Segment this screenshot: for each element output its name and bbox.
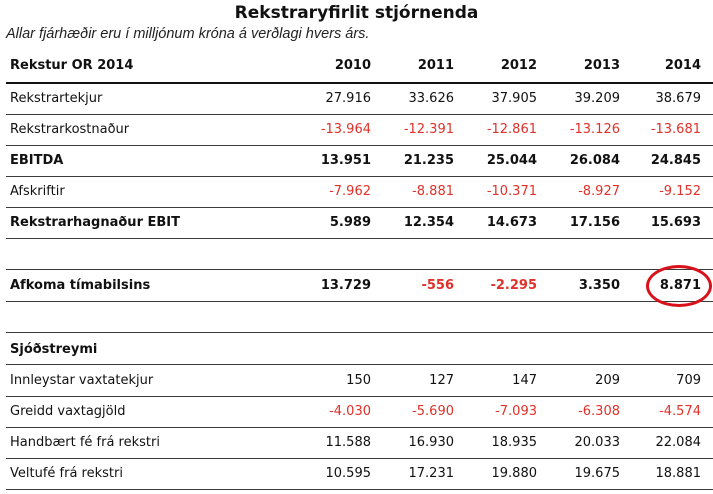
- year-2013: 2013: [583, 58, 620, 73]
- row-label: Veltufé frá rekstri: [10, 466, 123, 481]
- table-cell: -10.371: [486, 184, 537, 199]
- table-row: [0, 176, 713, 207]
- table-cell: 11.588: [325, 435, 371, 450]
- table-cell: -13.964: [320, 122, 371, 137]
- table-row: [0, 114, 713, 145]
- table-cell: 18.881: [655, 466, 701, 481]
- row-label: Afkoma tímabilsins: [10, 278, 151, 293]
- table-cell: 27.916: [325, 91, 371, 106]
- table-cell: 8.871: [659, 278, 701, 293]
- row-divider: [6, 489, 713, 490]
- table-cell: 3.350: [578, 278, 620, 293]
- table-cell: -12.861: [486, 122, 537, 137]
- row-label: Afskriftir: [10, 184, 65, 199]
- table-cell: -9.152: [659, 184, 701, 199]
- table-cell: -7.962: [329, 184, 371, 199]
- table-cell: 17.156: [569, 215, 620, 230]
- table-row: [0, 83, 713, 114]
- table-cell: -556: [421, 278, 454, 293]
- table-cell: 26.084: [569, 153, 620, 168]
- table-cell: 150: [346, 373, 371, 388]
- table-cell: 39.209: [574, 91, 620, 106]
- table-cell: 33.626: [408, 91, 454, 106]
- table-cell: -13.681: [650, 122, 701, 137]
- table-cell: -8.881: [412, 184, 454, 199]
- year-2012: 2012: [500, 58, 537, 73]
- row-label: Rekstrartekjur: [10, 91, 103, 106]
- table-cell: 24.845: [650, 153, 701, 168]
- table-cell: 21.235: [403, 153, 454, 168]
- table-cell: 18.935: [491, 435, 537, 450]
- row-divider: [6, 238, 713, 239]
- row-label: Greidd vaxtagjöld: [10, 404, 126, 419]
- table-cell: 14.673: [486, 215, 537, 230]
- table-row: [0, 365, 713, 396]
- row-divider: [6, 301, 713, 302]
- table-cell: -6.308: [578, 404, 620, 419]
- table-cell: -4.030: [329, 404, 371, 419]
- table-row: [0, 458, 713, 489]
- table-cell: 20.033: [574, 435, 620, 450]
- table-header-row: [0, 50, 713, 81]
- table-row: [0, 396, 713, 427]
- row-label: Rekstrarhagnaður EBIT: [10, 215, 180, 230]
- table-cell: 25.044: [486, 153, 537, 168]
- table-cell: 13.729: [320, 278, 371, 293]
- section-header: [0, 334, 713, 365]
- row-divider: [6, 332, 713, 333]
- page-subtitle: Allar fjárhæðir eru í milljónum króna á verðlagi hvers árs.: [6, 26, 370, 42]
- table-cell: -13.126: [569, 122, 620, 137]
- table-cell: 13.951: [320, 153, 371, 168]
- table-cell: -7.093: [495, 404, 537, 419]
- table-row: [0, 145, 713, 176]
- table-cell: 38.679: [655, 91, 701, 106]
- row-label: Innleystar vaxtatekjur: [10, 373, 154, 388]
- table-cell: -8.927: [578, 184, 620, 199]
- page-title: Rekstraryfirlit stjórnenda: [234, 3, 479, 23]
- table-cell: 147: [512, 373, 537, 388]
- row-label: EBITDA: [10, 153, 64, 168]
- table-cell: 209: [595, 373, 620, 388]
- table-cell: 709: [676, 373, 701, 388]
- table-row: [0, 270, 713, 301]
- table-row: [0, 427, 713, 458]
- table-cell: -4.574: [659, 404, 701, 419]
- table-cell: 16.930: [408, 435, 454, 450]
- table-cell: -2.295: [490, 278, 537, 293]
- table-row: [0, 207, 713, 238]
- table-cell: 12.354: [403, 215, 454, 230]
- year-2010: 2010: [334, 58, 371, 73]
- table-cell: 5.989: [329, 215, 371, 230]
- header-label: Rekstur OR 2014: [10, 58, 134, 73]
- row-label: Rekstrarkostnaður: [10, 122, 130, 137]
- table-cell: 37.905: [491, 91, 537, 106]
- table-cell: 17.231: [408, 466, 454, 481]
- year-2014: 2014: [664, 58, 701, 73]
- table-cell: 10.595: [325, 466, 371, 481]
- table-cell: 127: [429, 373, 454, 388]
- table-cell: 19.675: [574, 466, 620, 481]
- year-2011: 2011: [417, 58, 454, 73]
- section-label: Sjóðstreymi: [10, 342, 98, 357]
- highlight-circle: [646, 265, 712, 307]
- table-cell: 22.084: [655, 435, 701, 450]
- table-cell: 19.880: [491, 466, 537, 481]
- table-cell: -12.391: [403, 122, 454, 137]
- table-cell: -5.690: [412, 404, 454, 419]
- table-cell: 15.693: [650, 215, 701, 230]
- row-label: Handbært fé frá rekstri: [10, 435, 160, 450]
